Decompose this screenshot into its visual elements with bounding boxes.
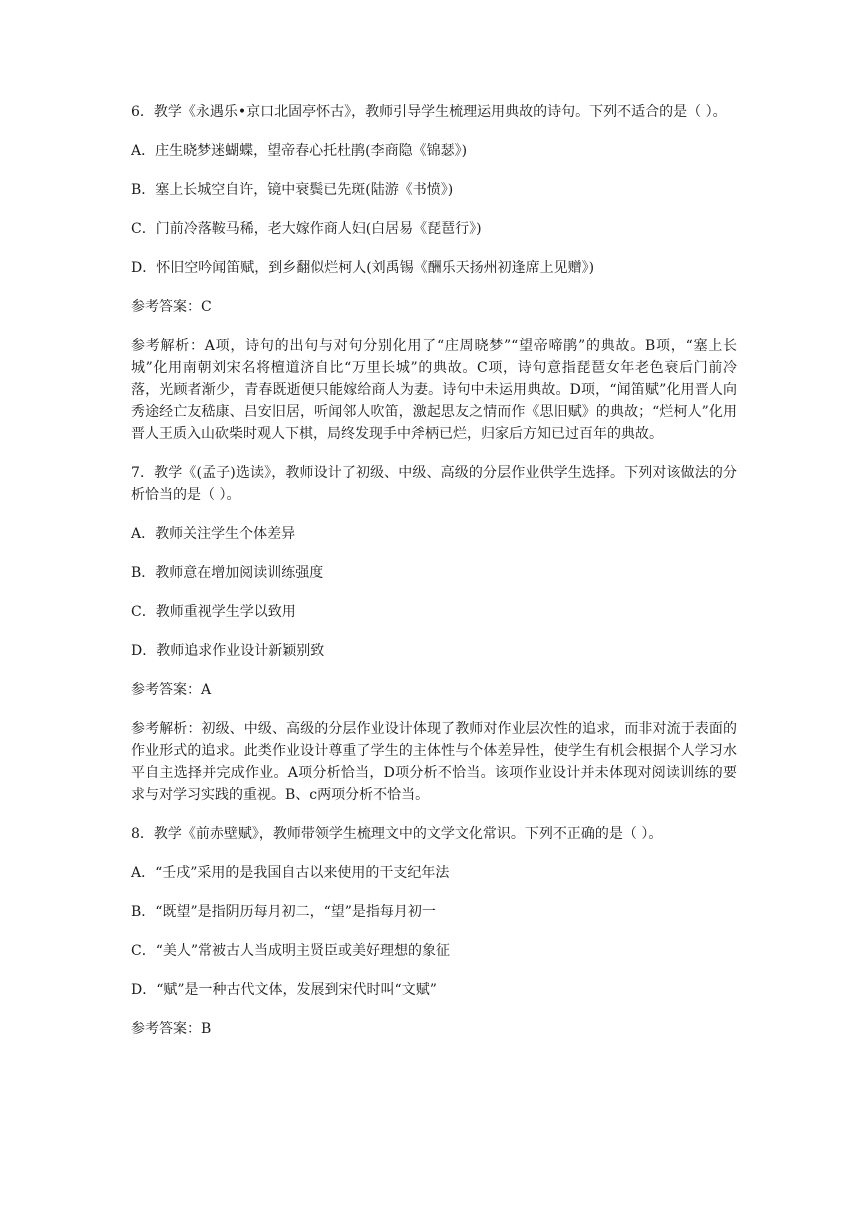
question-stem: 8．教学《前赤壁赋》，教师带领学生梳理文中的文学文化常识。下列不正确的是（ ）。 bbox=[131, 826, 663, 842]
reference-analysis: 参考解析：A项，诗句的出句与对句分别化用了“庄周晓梦”“望帝啼鹃”的典故。B项，“塞上长城”化用南朝刘宋名将檀道济自比“万里长城”的典故。C项，诗句意指琵琶女年老色衰后门前冷落，光顾者渐少，青春既逝便只能嫁给商人为妻。诗句中未运用典故。D项，“闻笛赋”化用晋人向秀途经亡友嵇康、吕安旧居，听闻邻人吹笛，激起思友之情而作《思旧赋》的典故；“烂柯人”化用晋人王质入山砍柴时观人下棋，局终发现手中斧柄已烂，归家后方知已过百年的典故。 bbox=[131, 338, 737, 442]
option-b: B．教师意在增加阅读训练强度 bbox=[131, 565, 324, 581]
reference-answer: 参考答案：C bbox=[131, 299, 212, 315]
option-b: B．“既望”是指阴历每月初二，“望”是指每月初一 bbox=[131, 904, 436, 920]
option-b: B．塞上长城空自许，镜中衰鬓已先斑(陆游《书愤》) bbox=[131, 182, 454, 198]
option-d: D．教师追求作业设计新颖别致 bbox=[131, 643, 325, 659]
option-c: C．教师重视学生学以致用 bbox=[131, 604, 296, 620]
question-7 bbox=[131, 462, 737, 806]
question-stem: 6．教学《永遇乐•京口北固亭怀古》，教师引导学生梳理运用典故的诗句。下列不适合的是（ ）。 bbox=[131, 104, 727, 120]
option-d: D．“赋”是一种古代文体，发展到宋代时叫“文赋” bbox=[131, 982, 437, 998]
option-c: C．“美人”常被古人当成明主贤臣或美好理想的象征 bbox=[131, 943, 451, 959]
question-8 bbox=[131, 823, 737, 1040]
option-c: C．门前冷落鞍马稀，老大嫁作商人妇(白居易《琵琶行》) bbox=[131, 221, 482, 237]
option-a: A．庄生晓梦迷蝴蝶，望帝春心托杜鹃(李商隐《锦瑟》) bbox=[131, 143, 468, 159]
question-6 bbox=[131, 101, 737, 445]
option-d: D．怀旧空吟闻笛赋，到乡翻似烂柯人(刘禹锡《酬乐天扬州初逢席上见赠》) bbox=[131, 260, 595, 276]
option-a: A．教师关注学生个体差异 bbox=[131, 526, 296, 542]
reference-answer: 参考答案：B bbox=[131, 1021, 212, 1037]
reference-analysis: 参考解析：初级、中级、高级的分层作业设计体现了教师对作业层次性的追求，而非对流于表面的作业形式的追求。此类作业设计尊重了学生的主体性与个体差异性，使学生有机会根据个人学习水平自主选择并完成作业。A项分析恰当，D项分析不恰当。该项作业设计并未体现对阅读训练的要求与对学习实践的重视。B、c两项分析不恰当。 bbox=[131, 721, 737, 803]
option-a: A．“壬戌”采用的是我国自古以来使用的干支纪年法 bbox=[131, 865, 450, 881]
reference-answer: 参考答案：A bbox=[131, 682, 212, 698]
question-stem: 7．教学《(孟子)选读》，教师设计了初级、中级、高级的分层作业供学生选择。下列对该做法的分析恰当的是（ ）。 bbox=[131, 465, 737, 503]
document-page bbox=[131, 101, 737, 1057]
